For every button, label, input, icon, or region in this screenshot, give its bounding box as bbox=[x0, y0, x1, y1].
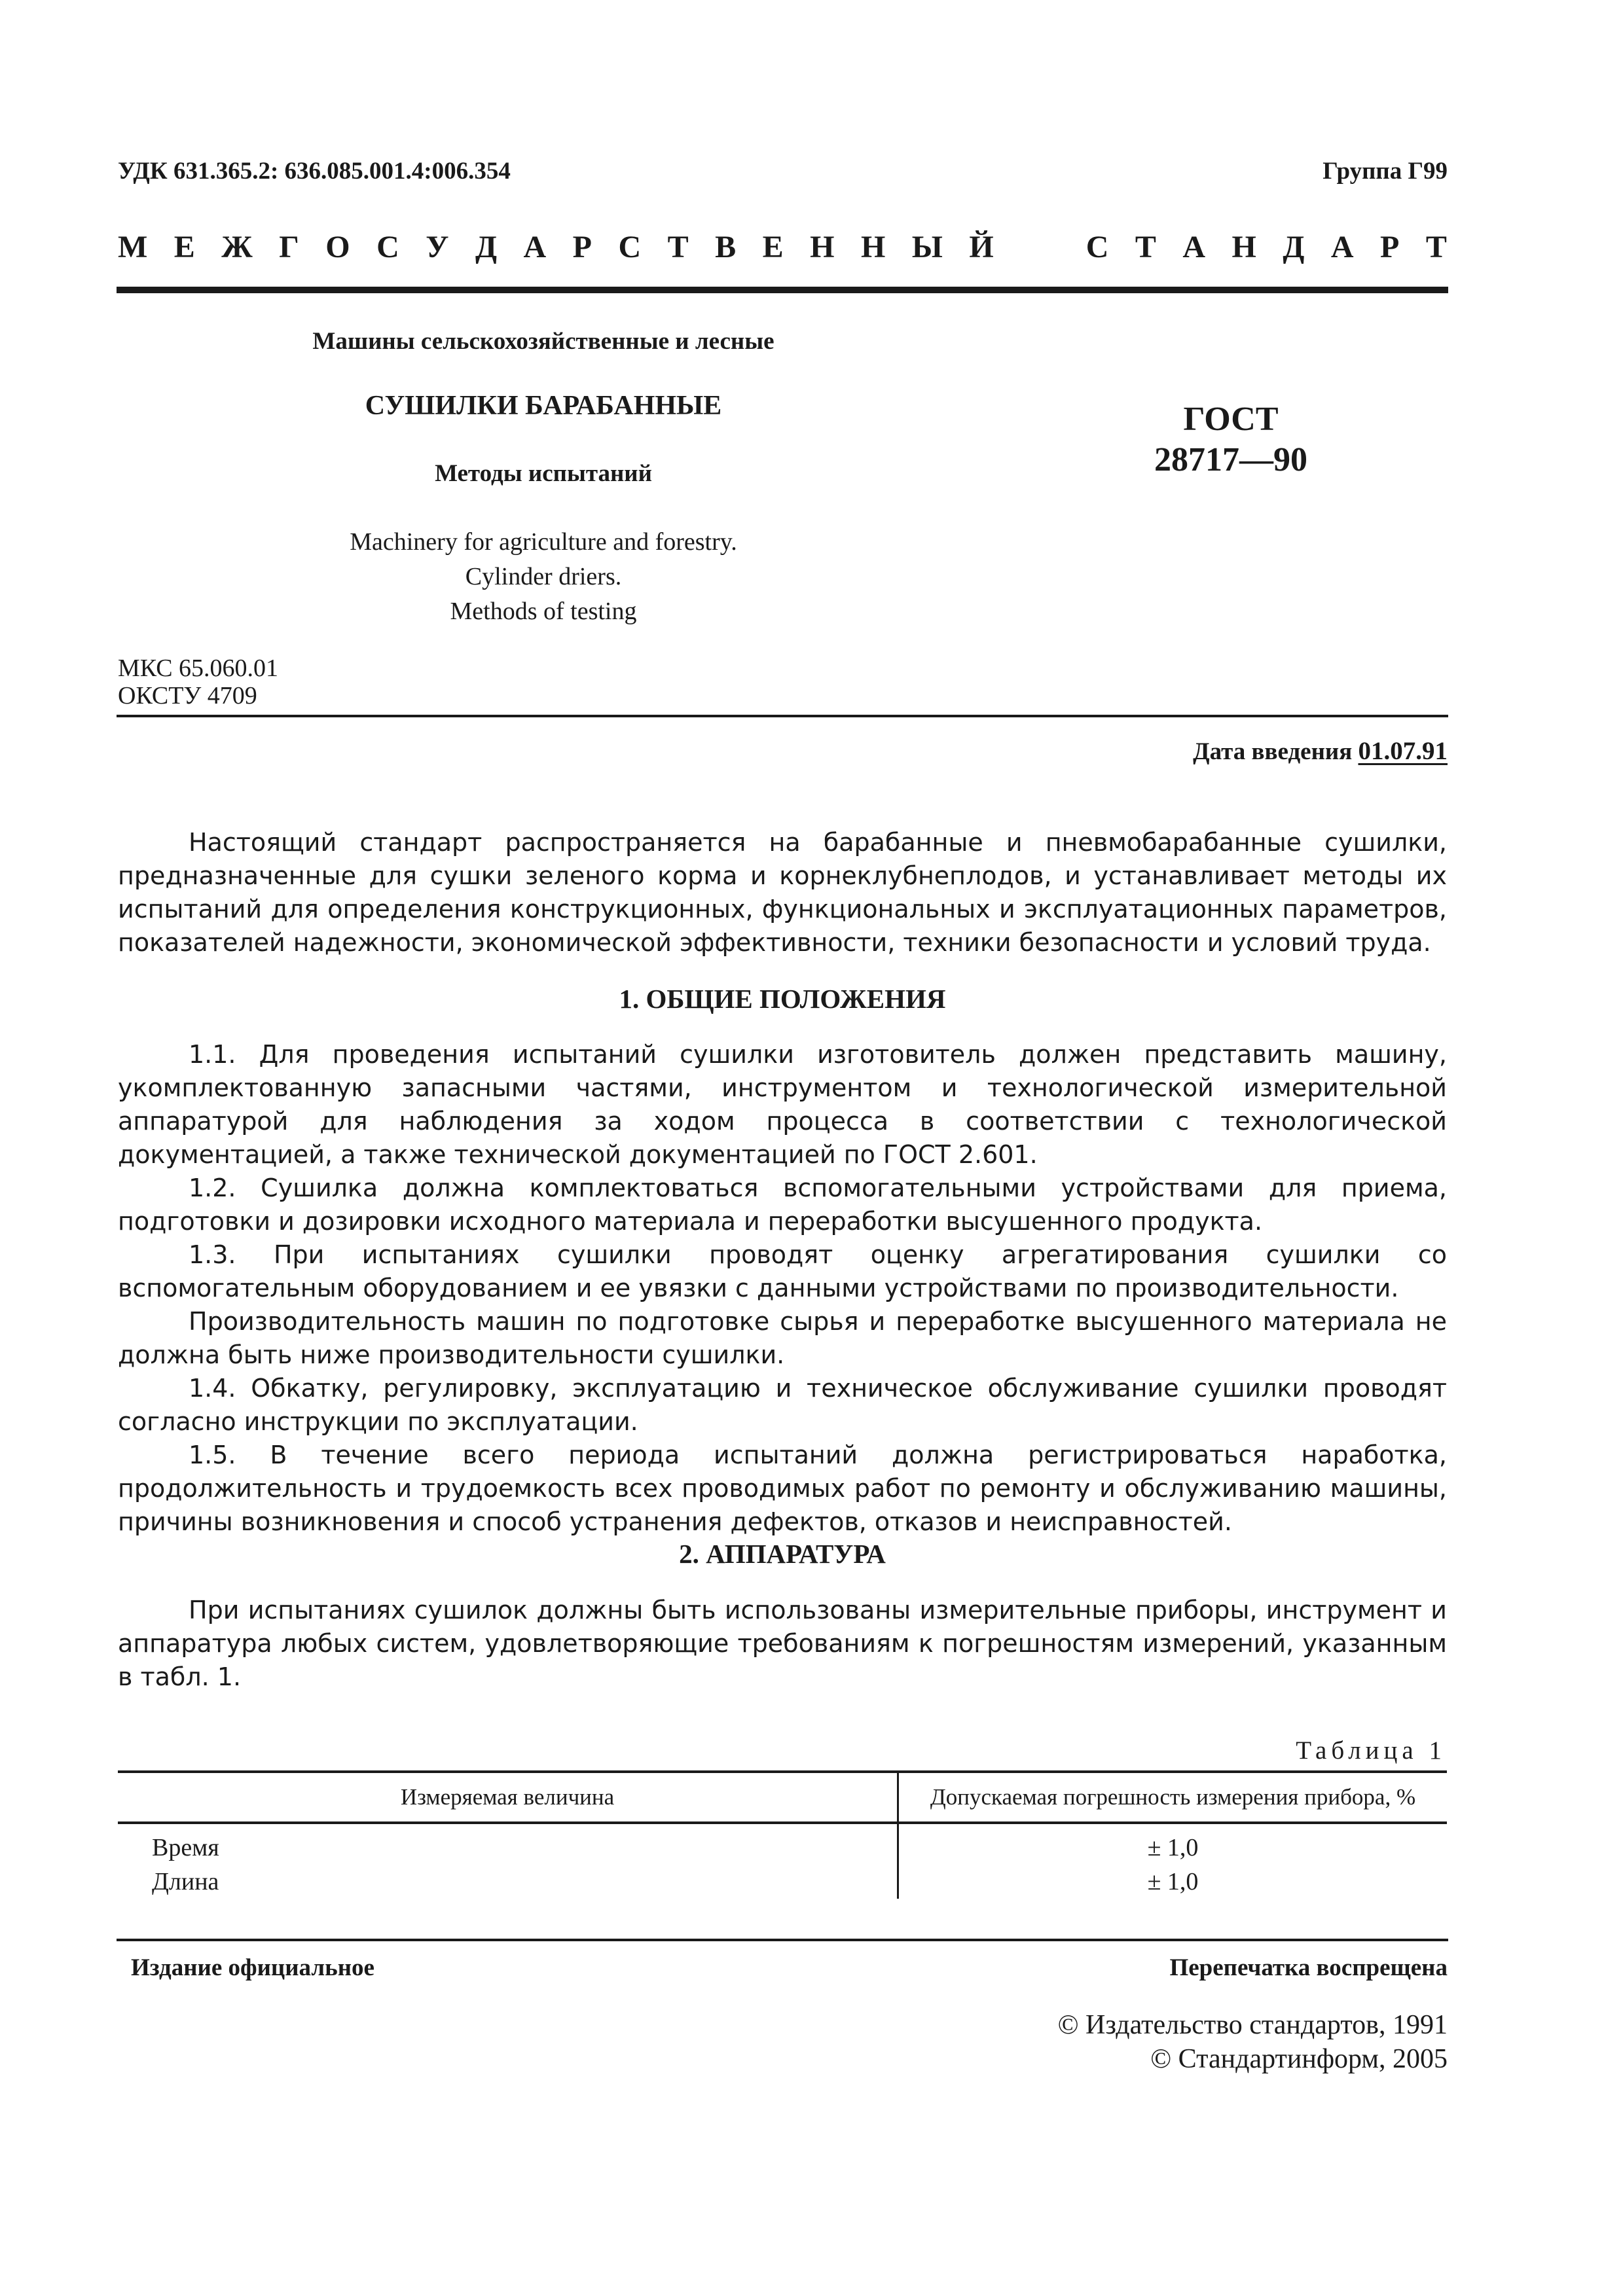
banner-letter: М bbox=[118, 230, 148, 264]
introduction-date-label: Дата введения bbox=[1193, 738, 1359, 765]
udk-code: УДК 631.365.2: 636.085.001.4:006.354 bbox=[118, 158, 511, 185]
banner-letter: Д bbox=[1283, 230, 1305, 264]
classification-divider bbox=[117, 715, 1448, 717]
table-cell: Время bbox=[152, 1834, 219, 1861]
banner-letter: Т bbox=[667, 230, 689, 264]
banner-letter: Д bbox=[475, 230, 498, 264]
banner-letter: Н bbox=[1231, 230, 1256, 264]
section-1-heading: 1. ОБЩИЕ ПОЛОЖЕНИЯ bbox=[619, 984, 946, 1014]
banner-letter: Е bbox=[173, 230, 195, 264]
okstu-code: ОКСТУ 4709 bbox=[118, 682, 257, 709]
paragraph-1-3-cont: Производительность машин по подготовке сырья и переработке высушенного материала не должна быть ниже производительности сушилки. bbox=[118, 1307, 1447, 1369]
banner-letter: Н bbox=[860, 230, 886, 264]
table-1 bbox=[118, 1770, 1447, 1899]
table-cell: ± 1,0 bbox=[898, 1823, 1448, 1865]
banner-letter: Н bbox=[810, 230, 835, 264]
section-2-heading: 2. АППАРАТУРА bbox=[679, 1539, 886, 1569]
introduction-date-value: 01.07.91 bbox=[1358, 737, 1448, 765]
banner-letter: Р bbox=[572, 230, 592, 264]
group-code: Группа Г99 bbox=[1322, 158, 1448, 185]
banner-letter: Р bbox=[1380, 230, 1400, 264]
table-row bbox=[118, 1823, 1447, 1865]
banner-letter: С bbox=[1085, 230, 1109, 264]
banner-word-gap bbox=[1020, 229, 1059, 265]
official-edition-note: Издание официальное bbox=[131, 1954, 374, 1981]
banner-letter: У bbox=[426, 230, 449, 264]
no-reprint-note: Перепечатка воспрещена bbox=[1169, 1954, 1448, 1981]
header-divider bbox=[117, 287, 1448, 293]
section-2-paragraph: При испытаниях сушилок должны быть использованы измерительные приборы, инструмент и аппаратура любых систем, удовлетворяющие требованиям к погрешностям измерений, указанным в табл. 1. bbox=[118, 1596, 1447, 1691]
banner-letter: Ы bbox=[911, 230, 943, 264]
banner-letter: А bbox=[1182, 230, 1206, 264]
english-title-line: Cylinder driers. bbox=[465, 563, 622, 590]
section-1-body bbox=[118, 1038, 1447, 1539]
banner-letter: А bbox=[1330, 230, 1354, 264]
gost-label: ГОСТ bbox=[1183, 401, 1279, 438]
table-header-row bbox=[118, 1772, 1447, 1823]
banner-letter: Ж bbox=[221, 230, 253, 264]
table-1-caption: Таблица 1 bbox=[1296, 1736, 1446, 1765]
english-title-line: Methods of testing bbox=[450, 598, 637, 625]
document-subtitle: Методы испытаний bbox=[435, 460, 652, 487]
banner-letter: А bbox=[523, 230, 547, 264]
gost-number: 28717—90 bbox=[1154, 441, 1307, 478]
copyright-line: © Стандартинформ, 2005 bbox=[1150, 2044, 1448, 2074]
banner-letter: Т bbox=[1135, 230, 1156, 264]
table-row bbox=[118, 1865, 1447, 1899]
column-header: Допускаемая погрешность измерения прибора, % bbox=[898, 1772, 1448, 1823]
banner-letter: Е bbox=[762, 230, 784, 264]
interstate-standard-banner bbox=[118, 229, 1447, 265]
paragraph-1-5: 1.5. В течение всего периода испытаний должна регистрироваться наработка, продолжительность и трудоемкость всех проводимых работ по ремонту и обслуживанию машины, причины возникновения и способ устранения дефектов, отказов и неисправностей. bbox=[118, 1441, 1447, 1536]
table-cell: ± 1,0 bbox=[898, 1865, 1448, 1899]
footer-divider bbox=[117, 1939, 1448, 1941]
banner-letter: С bbox=[376, 230, 399, 264]
paragraph-1-3: 1.3. При испытаниях сушилки проводят оценку агрегатирования сушилки со вспомогательным оборудованием и ее увязки с данными устройствами по производительности. bbox=[118, 1240, 1447, 1302]
copyright-line: © Издательство стандартов, 1991 bbox=[1057, 2010, 1448, 2040]
document-category: Машины сельскохозяйственные и лесные bbox=[312, 328, 775, 355]
classification-codes bbox=[118, 655, 278, 709]
paragraph-1-1: 1.1. Для проведения испытаний сушилки изготовитель должен представить машину, укомплектованную запасными частями, инструментом и технологической измерительной аппаратурой для наблюдения за ходом процесса в соответствии с технологической документацией, а также технической документацией по ГОСТ 2.601. bbox=[118, 1040, 1447, 1169]
paragraph-1-2: 1.2. Сушилка должна комплектоваться вспомогательными устройствами для приема, подготовки и дозировки исходного материала и переработки высушенного продукта. bbox=[118, 1174, 1447, 1236]
column-header: Измеряемая величина bbox=[118, 1772, 898, 1823]
banner-letter: О bbox=[325, 230, 350, 264]
gost-designation bbox=[1074, 399, 1388, 480]
banner-letter: С bbox=[618, 230, 642, 264]
mks-code: МКС 65.060.01 bbox=[118, 655, 279, 682]
banner-letter: В bbox=[715, 230, 737, 264]
english-title-line: Machinery for agriculture and forestry. bbox=[350, 528, 737, 556]
banner-letter: Й bbox=[969, 230, 994, 264]
copyright-block bbox=[1058, 2008, 1448, 2076]
banner-letter: Т bbox=[1425, 230, 1447, 264]
paragraph-1-4: 1.4. Обкатку, регулировку, эксплуатацию и техническое обслуживание сушилки проводят согласно инструкции по эксплуатации. bbox=[118, 1374, 1447, 1436]
banner-letter: Г bbox=[279, 230, 299, 264]
table-cell: Длина bbox=[152, 1868, 219, 1895]
intro-paragraph: Настоящий стандарт распространяется на барабанные и пневмобарабанные сушилки, предназначенные для сушки зеленого корма и корнеклубнеплодов, и устанавливает методы их испытаний для определения конструкционных, функциональных и эксплуатационных параметров, показателей надежности, экономической эффективности, техники безопасности и условий труда. bbox=[118, 828, 1447, 957]
document-title: СУШИЛКИ БАРАБАННЫЕ bbox=[365, 391, 722, 421]
english-title bbox=[118, 525, 969, 629]
introduction-date bbox=[1193, 736, 1448, 766]
